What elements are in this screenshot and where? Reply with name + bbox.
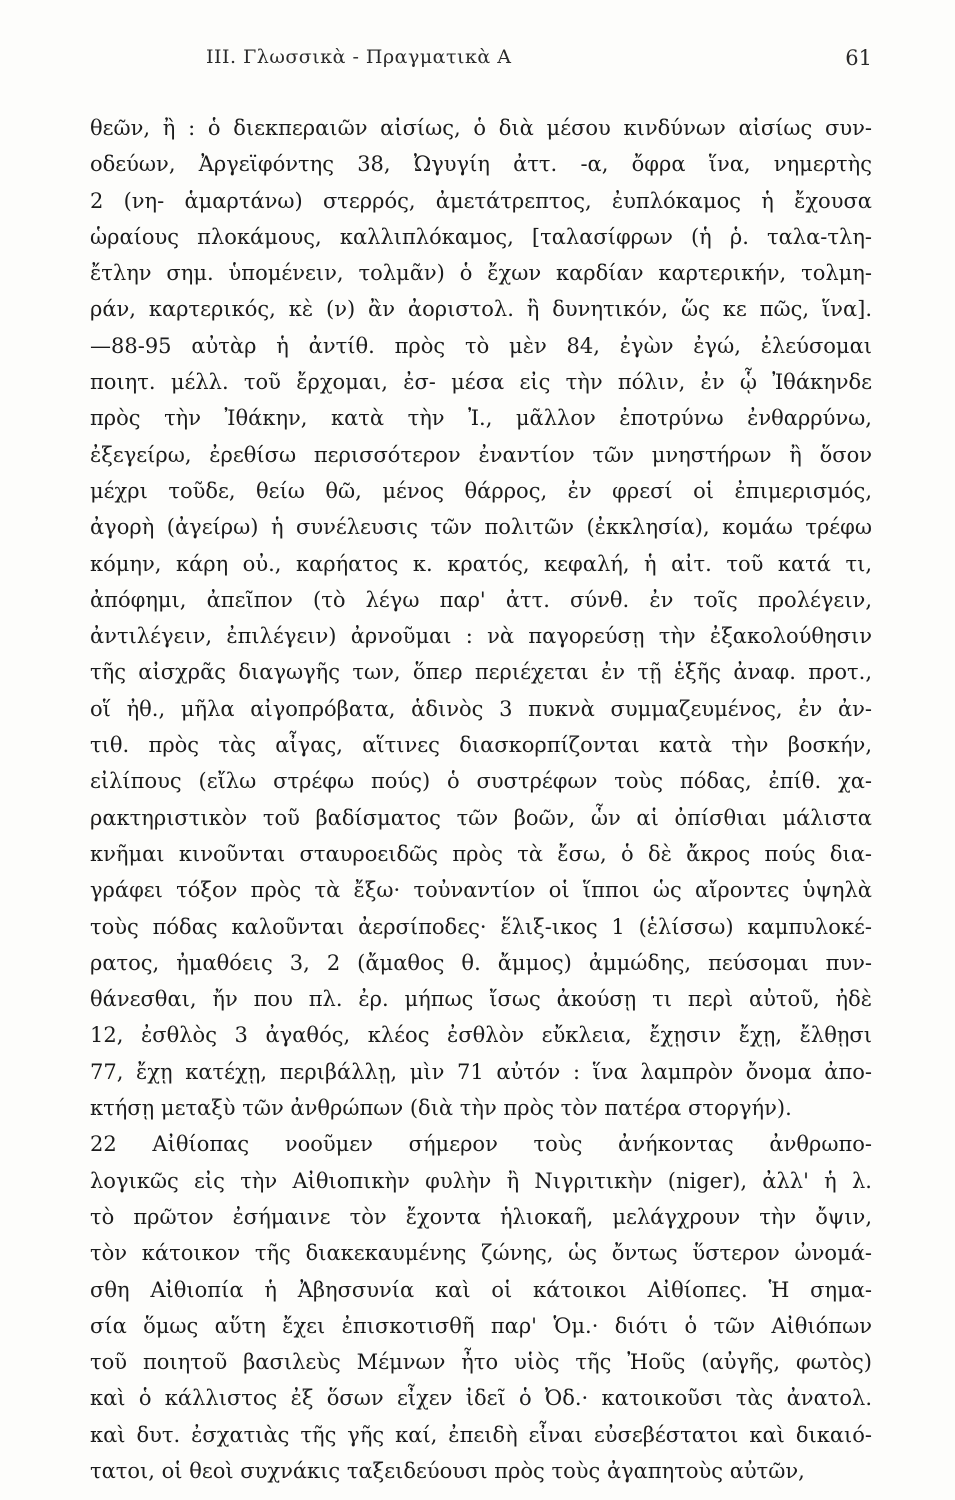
text-line: γράφει τόξον πρὸς τὰ ἔξω· τοὐναντίον οἱ ἵπποι ὡς αἴροντες ὑψηλὰ (90, 878, 872, 903)
text-line: τῆς αἰσχρᾶς διαγωγῆς των, ὅπερ περιέχεται ἐν τῇ ἑξῆς ἀναφ. προτ., (90, 660, 872, 685)
text-line: τιθ. πρὸς τὰς αἶγας, αἵτινες διασκορπίζονται κατὰ τὴν βοσκήν, (90, 733, 872, 758)
text-line: κτήσῃ μεταξὺ τῶν ἀνθρώπων (διὰ τὴν πρὸς τὸν πατέρα στοργήν). (90, 1096, 792, 1121)
text-line: 77, ἔχῃ κατέχῃ, περιβάλλῃ, μὶν 71 αὐτόν : ἵνα λαμπρὸν ὄνομα ἀπο- (90, 1059, 872, 1084)
text-line: θάνεσθαι, ἤν που πλ. ἐρ. μήπως ἴσως ἀκούσῃ τι περὶ αὐτοῦ, ἠδὲ (90, 987, 872, 1012)
text-line: κνῆμαι κινοῦνται σταυροειδῶς πρὸς τὰ ἔσω, ὁ δὲ ἄκρος πούς δια- (90, 841, 872, 866)
text-line: οἵ ἠθ., μῆλα αἰγοπρόβατα, ἁδινὸς 3 πυκνὰ συμμαζευμένος, ἐν ἀν- (90, 696, 872, 721)
text-line: τοῦ ποιητοῦ βασιλεὺς Μέμνων ἦτο υἱὸς τῆς Ἠοῦς (αὐγῆς, φωτὸς) (90, 1350, 872, 1375)
text-line: 12, ἐσθλὸς 3 ἀγαθός, κλέος ἐσθλὸν εὔκλεια, ἔχῃσιν ἔχῃ, ἔλθῃσι (90, 1023, 872, 1048)
text-line: ράν, καρτερικός, κὲ (ν) ἂν ἀοριστολ. ἢ δυνητικόν, ὥς κε πῶς, ἵνα]. (90, 297, 872, 322)
text-line: εἰλίπους (εἴλω στρέφω πούς) ὁ συστρέφων τοὺς πόδας, ἐπίθ. χα- (90, 769, 872, 794)
text-line: σία ὅμως αὕτη ἔχει ἐπισκοτισθῆ παρ' Ὁμ.· διότι ὁ τῶν Αἰθιόπων (90, 1313, 872, 1338)
text-line: ρακτηριστικὸν τοῦ βαδίσματος τῶν βοῶν, ὧν αἱ ὀπίσθιαι μάλιστα (90, 805, 872, 830)
text-line: 22 Αἰθίοπας νοοῦμεν σήμερον τοὺς ἀνήκοντας ἀνθρωπο- (90, 1132, 872, 1157)
text-line: κόμην, κάρη οὐ., καρήατος κ. κρατός, κεφαλή, ἡ αἰτ. τοῦ κατά τι, (90, 551, 872, 576)
text-line: τὸ πρῶτον ἐσήμαινε τὸν ἔχοντα ἡλιοκαῆ, μελάγχρουν τὴν ὄψιν, (90, 1204, 872, 1229)
text-line: τοὺς πόδας καλοῦνται ἀερσίποδες· ἕλιξ-ικος 1 (ἑλίσσω) καμπυλοκέ- (90, 914, 872, 939)
running-header (90, 46, 872, 76)
text-line: μέχρι τοῦδε, θείω θῶ, μένος θάρρος, ἐν φρεσί οἱ ἐπιμερισμός, (90, 478, 872, 503)
text-line: καὶ δυτ. ἐσχατιὰς τῆς γῆς καί, ἐπειδὴ εἶναι εὐσεβέστατοι καὶ δικαιό- (90, 1422, 872, 1447)
text-line: τατοι, οἱ θεοὶ συχνάκις ταξειδεύουσι πρὸς τοὺς ἀγαπητοὺς αὐτῶν, (90, 1458, 805, 1483)
text-line: ἀγορὴ (ἀγείρω) ἡ συνέλευσις τῶν πολιτῶν (ἐκκλησία), κομάω τρέφω (90, 515, 872, 540)
text-line: πρὸς τὴν Ἰθάκην, κατὰ τὴν Ἰ., μᾶλλον ἐποτρύνω ἐνθαρρύνω, (90, 406, 872, 431)
text-line: ἐξεγείρω, ἐρεθίσω περισσότερον ἐναντίον τῶν μνηστήρων ἢ ὅσον (90, 442, 872, 467)
body-text (90, 110, 872, 1489)
running-title: III. Γλωσσικὰ - Πραγματικὰ Α (206, 46, 512, 68)
text-line: ὡραίους πλοκάμους, καλλιπλόκαμος, [ταλασίφρων (ἡ ῥ. ταλα-τλη- (90, 224, 872, 249)
text-line: τὸν κάτοικον τῆς διακεκαυμένης ζώνης, ὡς ὄντως ὕστερον ὠνομά- (90, 1241, 872, 1266)
page-number: 61 (845, 46, 872, 70)
text-line: λογικῶς εἰς τὴν Αἰθιοπικὴν φυλὴν ἢ Νιγριτικὴν (niger), ἀλλ' ἡ λ. (90, 1168, 872, 1193)
text-line: ἔτλην σημ. ὑπομένειν, τολμᾶν) ὁ ἔχων καρδίαν καρτερικήν, τολμη- (90, 261, 872, 286)
text-line: οδεύων, Ἀργεϊφόντης 38, Ὠγυγίη ἀττ. -α, ὄφρα ἵνα, νημερτὴς (90, 152, 872, 177)
text-line: ρατος, ἠμαθόεις 3, 2 (ἄμαθος θ. ἄμμος) ἀμμώδης, πεύσομαι πυν- (90, 950, 872, 975)
text-line: σθη Αἰθιοπία ἡ Ἀβησσυνία καὶ οἱ κάτοικοι Αἰθίοπες. Ἡ σημα- (90, 1277, 872, 1302)
text-line: 2 (νη- ἁμαρτάνω) στερρός, ἀμετάτρεπτος, ἐυπλόκαμος ἡ ἔχουσα (90, 188, 872, 213)
text-line: θεῶν, ἢ : ὁ διεκπεραιῶν αἰσίως, ὁ διὰ μέσου κινδύνων αἰσίως συν- (90, 116, 872, 140)
text-line: καὶ ὁ κάλλιστος ἐξ ὅσων εἶχεν ἰδεῖ ὁ Ὀδ.· κατοικοῦσι τὰς ἀνατολ. (90, 1386, 872, 1411)
text-line: ποιητ. μέλλ. τοῦ ἔρχομαι, ἐσ- μέσα εἰς τὴν πόλιν, ἐν ᾧ Ἰθάκηνδε (90, 370, 872, 395)
text-line: —88-95 αὐτὰρ ἡ ἀντίθ. πρὸς τὸ μὲν 84, ἐγὼν ἐγώ, ἐλεύσομαι (90, 333, 872, 358)
text-line: ἀπόφημι, ἀπεῖπον (τὸ λέγω παρ' ἀττ. σύνθ. ἐν τοῖς προλέγειν, (90, 587, 872, 612)
text-line: ἀντιλέγειν, ἐπιλέγειν) ἀρνοῦμαι : νὰ παγορεύσῃ τὴν ἐξακολούθησιν (90, 624, 872, 649)
